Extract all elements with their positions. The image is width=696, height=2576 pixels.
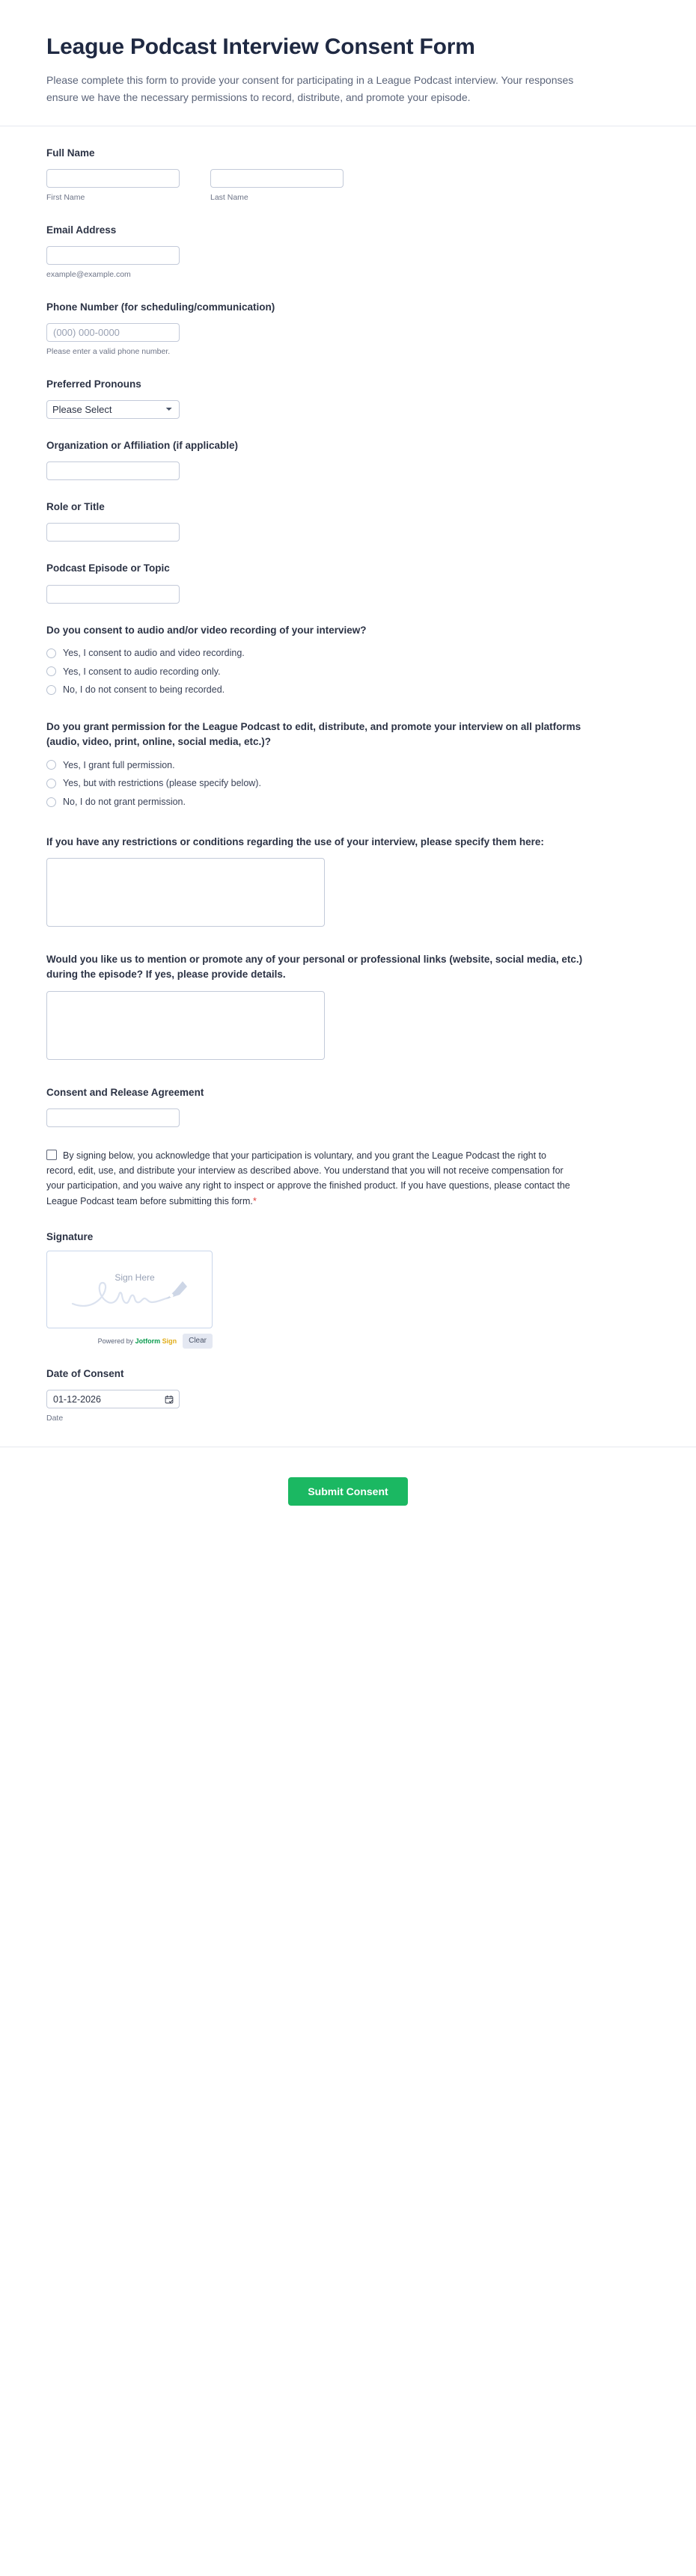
first-name-column [46, 169, 180, 203]
radio-label: Yes, I consent to audio recording only. [63, 666, 221, 677]
consent-release-input[interactable] [46, 1108, 180, 1127]
signature-placeholder [47, 1272, 212, 1310]
distribution-permission-options [46, 758, 650, 809]
email-label: Email Address [46, 224, 117, 236]
form-description: Please complete this form to provide your consent for participating in a League Podcast interview. Your responses ensure we have the necessary permissions to record, distribute, and promote your episode. [46, 73, 574, 103]
first-name-input[interactable] [46, 169, 180, 188]
radio-option[interactable] [46, 795, 650, 809]
field-full-name [46, 146, 650, 203]
radio-circle-icon[interactable] [46, 779, 56, 788]
date-of-consent-label: Date of Consent [46, 1367, 124, 1379]
phone-label: Phone Number (for scheduling/communication) [46, 301, 275, 313]
field-organization [46, 438, 650, 480]
sign-brand: Sign [160, 1337, 177, 1345]
last-name-sublabel: Last Name [210, 192, 248, 202]
field-recording-consent [46, 623, 650, 698]
episode-input[interactable] [46, 585, 180, 604]
required-asterisk: * [252, 1195, 257, 1206]
phone-input[interactable] [46, 323, 180, 342]
field-role [46, 500, 650, 542]
radio-label: Yes, but with restrictions (please specify below). [63, 778, 261, 789]
powered-prefix: Powered by [97, 1337, 135, 1345]
recording-consent-label: Do you consent to audio and/or video recording of your interview? [46, 624, 367, 636]
radio-circle-icon[interactable] [46, 648, 56, 658]
field-restrictions [46, 835, 650, 927]
signature-footer [46, 1334, 213, 1349]
radio-label: Yes, I consent to audio and video recording. [63, 647, 245, 658]
jotform-brand: Jotform [135, 1337, 161, 1345]
form-body [0, 126, 696, 1424]
recording-consent-options [46, 646, 650, 697]
radio-circle-icon[interactable] [46, 666, 56, 676]
field-consent-release [46, 1085, 650, 1127]
signature-pad[interactable] [46, 1251, 213, 1328]
pronouns-select[interactable] [46, 400, 180, 419]
pronouns-label: Preferred Pronouns [46, 378, 141, 390]
signature-label: Signature [46, 1230, 94, 1242]
first-name-sublabel: First Name [46, 192, 85, 202]
restrictions-textarea[interactable] [46, 858, 325, 927]
last-name-input[interactable] [210, 169, 344, 188]
radio-option[interactable] [46, 646, 650, 660]
links-textarea[interactable] [46, 991, 325, 1060]
radio-option[interactable] [46, 758, 650, 773]
form-footer [0, 1447, 696, 1543]
field-phone [46, 300, 650, 358]
role-label: Role or Title [46, 501, 105, 512]
links-label: Would you like us to mention or promote any of your personal or professional links (website, social media, etc.) during the episode? If yes, please provide details. [46, 954, 583, 981]
radio-option[interactable] [46, 683, 650, 697]
field-email [46, 223, 650, 280]
organization-input[interactable] [46, 461, 180, 480]
field-links [46, 952, 650, 1060]
form-header [0, 0, 696, 126]
page-title: League Podcast Interview Consent Form [46, 34, 475, 59]
radio-label: No, I do not consent to being recorded. [63, 684, 225, 696]
agreement-text: By signing below, you acknowledge that your participation is voluntary, and you grant the League Podcast the right to record, edit, use, and distribute your interview as described above. You understand that you will not receive compensation for your participation, and you waive any right to inspect or approve the finished product. If you have questions, please contact the League Podcast team before submitting this form. [46, 1150, 570, 1206]
radio-label: No, I do not grant permission. [63, 797, 186, 807]
full-name-row [46, 169, 650, 203]
organization-label: Organization or Affiliation (if applicable) [46, 439, 239, 451]
powered-by-text [98, 1337, 177, 1345]
field-pronouns [46, 377, 650, 419]
last-name-column [210, 169, 344, 203]
restrictions-label: If you have any restrictions or conditions regarding the use of your interview, please specify them here: [46, 835, 544, 847]
submit-consent-button[interactable]: Submit Consent [288, 1477, 407, 1506]
consent-release-label: Consent and Release Agreement [46, 1086, 204, 1098]
email-input[interactable] [46, 246, 180, 265]
radio-option[interactable] [46, 665, 650, 679]
field-signature [46, 1231, 650, 1349]
episode-label: Podcast Episode or Topic [46, 562, 170, 574]
phone-sublabel: Please enter a valid phone number. [46, 346, 171, 356]
agreement-block [46, 1148, 570, 1209]
date-sublabel: Date [46, 1414, 64, 1423]
role-input[interactable] [46, 523, 180, 542]
field-episode [46, 561, 650, 603]
radio-circle-icon[interactable] [46, 797, 56, 807]
email-sublabel: example@example.com [46, 269, 131, 279]
distribution-permission-label: Do you grant permission for the League Podcast to edit, distribute, and promote your interview on all platforms (audio, video, print, online, social media, etc.)? [46, 721, 581, 748]
date-input-wrapper [46, 1390, 180, 1408]
date-of-consent-input[interactable] [46, 1390, 180, 1408]
field-date-of-consent [46, 1367, 650, 1424]
radio-circle-icon[interactable] [46, 760, 56, 770]
field-distribution-permission [46, 720, 650, 809]
radio-option[interactable] [46, 776, 650, 791]
radio-circle-icon[interactable] [46, 685, 56, 695]
sign-here-text: Sign Here [115, 1272, 155, 1283]
radio-label: Yes, I grant full permission. [63, 759, 175, 770]
full-name-label: Full Name [46, 147, 95, 159]
agreement-checkbox[interactable] [46, 1150, 57, 1160]
clear-signature-button[interactable]: Clear [183, 1334, 213, 1349]
